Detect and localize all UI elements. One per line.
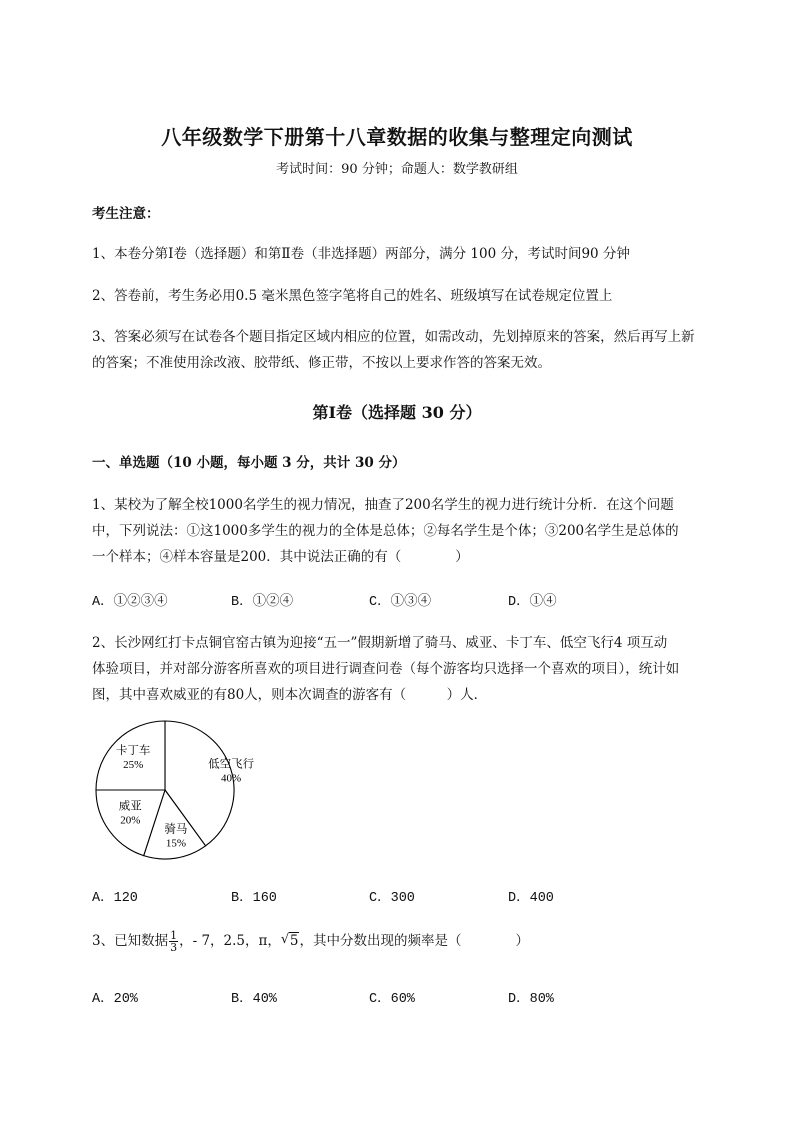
q2-option-b[interactable]: B．160 [231, 891, 277, 906]
q2-line-1: 2、长沙网红打卡点铜官窑古镇为迎接“五一”假期新增了骑马、威亚、卡丁车、低空飞行4 项互动 [92, 635, 668, 651]
q2-option-a[interactable]: A．120 [92, 891, 138, 906]
q1-option-a[interactable]: A．①②③④ [92, 595, 168, 610]
q3-option-d[interactable]: D．80% [508, 992, 554, 1007]
pie-slice-label: 威亚 [118, 800, 142, 813]
pie-chart [90, 718, 255, 864]
q3-sqrt-radicand: 5 [289, 933, 299, 949]
sqrt-symbol-icon: √ [280, 932, 290, 947]
q3-fraction [169, 930, 178, 953]
notice-item-3-line-1: 3、答案必须写在试卷各个题目指定区域内相应的位置，如需改动，先划掉原来的答案，然后再写上新 [92, 329, 695, 345]
exam-subtitle: 考试时间：90 分钟；命题人：数学教研组 [276, 162, 518, 177]
q2-line-2: 体验项目，并对部分游客所喜欢的项目进行调查问卷（每个游客均只选择一个喜欢的项目），统计如 [92, 661, 680, 677]
q1-option-d[interactable]: D．①④ [508, 595, 557, 610]
pie-slice-percent: 40% [221, 772, 242, 785]
notice-item-2: 2、答卷前，考生务必用0.5 毫米黑色签字笔将自己的姓名、班级填写在试卷规定位置上 [92, 288, 613, 304]
q3-fraction-numerator: 1 [170, 929, 178, 942]
q3-option-a[interactable]: A．20% [92, 992, 138, 1007]
q3-sqrt [281, 933, 300, 949]
pie-slice-label: 骑马 [164, 823, 188, 836]
q1-line-3: 一个样本；④样本容量是200．其中说法正确的有（ ） [92, 549, 469, 565]
notice-item-3-line-2: 的答案；不准使用涂改液、胶带纸、修正带，不按以上要求作答的答案无效。 [92, 355, 551, 371]
notice-item-1: 1、本卷分第Ⅰ卷（选择题）和第Ⅱ卷（非选择题）两部分，满分 100 分，考试时间90 分钟 [92, 246, 630, 262]
q1-option-c[interactable]: C．①③④ [369, 595, 432, 610]
pie-slice-percent: 25% [123, 759, 144, 772]
q2-option-c[interactable]: C．300 [369, 891, 415, 906]
q3-line [92, 929, 529, 953]
q1-line-1: 1、某校为了解全校1000名学生的视力情况，抽查了200名学生的视力进行统计分析．在这个问题 [92, 497, 674, 513]
q1-line-2: 中，下列说法：①这1000多学生的视力的全体是总体；②每名学生是个体；③200名学生是总体的 [92, 523, 679, 539]
q3-suffix: ，其中分数出现的频率是（ ） [299, 933, 529, 949]
q1-option-b[interactable]: B．①②④ [231, 595, 294, 610]
notice-heading: 考生注意： [92, 206, 160, 222]
q3-middle: ，- 7，2.5，π， [179, 933, 281, 949]
pie-slice-percent: 20% [120, 814, 141, 827]
section-title: 第Ⅰ卷（选择题 30 分） [312, 403, 482, 422]
q3-option-c[interactable]: C．60% [369, 992, 415, 1007]
q3-fraction-denominator: 3 [170, 941, 178, 954]
q3-option-b[interactable]: B．40% [231, 992, 277, 1007]
q3-prefix: 3、已知数据 [92, 933, 169, 949]
pie-slice-percent: 15% [165, 837, 186, 850]
pie-slice-label: 卡丁车 [115, 745, 151, 758]
q2-option-d[interactable]: D．400 [508, 891, 554, 906]
pie-slice-label: 低空飞行 [208, 758, 255, 771]
part-heading: 一、单选题（10 小题，每小题 3 分，共计 30 分） [92, 455, 406, 471]
q2-line-3: 图，其中喜欢威亚的有80人，则本次调查的游客有（ ）人． [92, 687, 488, 703]
exam-title: 八年级数学下册第十八章数据的收集与整理定向测试 [161, 125, 633, 149]
